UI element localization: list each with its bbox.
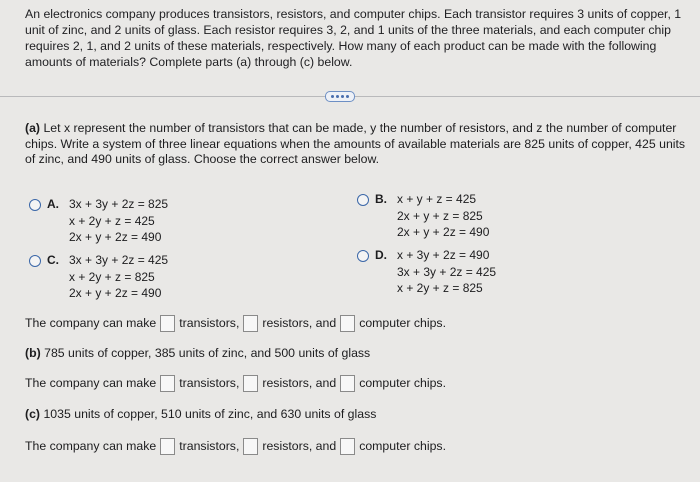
chips-label: computer chips. (359, 316, 446, 330)
problem-statement: An electronics company produces transistors, resistors, and computer chips. Each transistor requires 3 units of copper, 1 unit of zinc, and 2 units of glass. Each resistor requires 3, 2, and 1 units of the three materials, and each computer chip requires 2, 1, and 2 units of these materials, respectively. How many of each product can be made with the following amounts of materials? Complete parts (a) through (c) below. (25, 7, 682, 69)
equation: x + y + z = 425 (397, 192, 477, 206)
resistors-input[interactable] (243, 375, 258, 392)
answer-row-c (25, 436, 446, 456)
part-b-text: 785 units of copper, 385 units of zinc, and 500 units of glass (44, 346, 371, 360)
equation: x + 2y + z = 825 (397, 281, 483, 295)
option-d-radio[interactable] (357, 250, 369, 262)
resistors-input[interactable] (243, 438, 258, 455)
chips-label: computer chips. (359, 376, 446, 390)
answer-prefix: The company can make (25, 376, 157, 390)
transistors-label: transistors, (179, 316, 240, 330)
answer-prefix: The company can make (25, 316, 157, 330)
transistors-input[interactable] (160, 438, 175, 455)
equation: x + 3y + 2z = 490 (397, 248, 490, 262)
equation: 2x + y + 2z = 490 (397, 225, 490, 239)
chips-input[interactable] (340, 375, 355, 392)
dot-icon (346, 95, 349, 98)
chips-label: computer chips. (359, 439, 446, 453)
dot-icon (331, 95, 334, 98)
transistors-input[interactable] (160, 315, 175, 332)
transistors-input[interactable] (160, 375, 175, 392)
part-c-label: (c) (25, 407, 41, 421)
equation: x + 2y + z = 425 (69, 213, 155, 228)
part-a-text: Let x represent the number of transistors that can be made, y the number of resistors, and z the number of computer chips. Write a system of three linear equations when the amounts of available materials are 825 units of copper, 425 units of zinc, and 490 units of glass. Choose the correct answer below. (25, 121, 686, 166)
resistors-label: resistors, and (262, 316, 337, 330)
equation: 3x + 3y + 2z = 425 (69, 253, 169, 267)
part-b-label: (b) (25, 346, 41, 360)
equation: 3x + 3y + 2z = 825 (69, 197, 169, 211)
option-d-equations[interactable] (397, 247, 496, 297)
part-c-text: 1035 units of copper, 510 units of zinc, and 630 units of glass (43, 407, 377, 421)
dot-icon (341, 95, 344, 98)
part-a-label: (a) (25, 121, 41, 135)
option-b-radio[interactable] (357, 194, 369, 206)
option-c-radio[interactable] (29, 255, 41, 267)
resistors-label: resistors, and (262, 439, 337, 453)
equation: 3x + 3y + 2z = 425 (397, 264, 497, 279)
transistors-label: transistors, (179, 439, 240, 453)
option-c-letter: C. (47, 253, 59, 267)
equation: x + 2y + z = 825 (69, 269, 155, 284)
option-d-letter: D. (375, 248, 387, 262)
expand-more-button[interactable] (325, 91, 355, 102)
answer-row-a (25, 313, 446, 333)
option-a-radio[interactable] (29, 199, 41, 211)
dot-icon (336, 95, 339, 98)
equation: 2x + y + 2z = 490 (69, 286, 162, 300)
resistors-label: resistors, and (262, 376, 337, 390)
equation: 2x + y + z = 825 (397, 208, 483, 223)
option-a-letter: A. (47, 197, 59, 211)
option-c-equations[interactable] (69, 252, 168, 302)
option-b-equations[interactable] (397, 191, 489, 241)
option-a-equations[interactable] (69, 196, 168, 246)
transistors-label: transistors, (179, 376, 240, 390)
answer-prefix: The company can make (25, 439, 157, 453)
part-c-prompt (25, 407, 376, 421)
chips-input[interactable] (340, 315, 355, 332)
equation: 2x + y + 2z = 490 (69, 230, 162, 244)
part-b-prompt (25, 346, 370, 360)
resistors-input[interactable] (243, 315, 258, 332)
part-a-prompt (25, 121, 690, 168)
chips-input[interactable] (340, 438, 355, 455)
answer-row-b (25, 373, 446, 393)
option-b-letter: B. (375, 192, 387, 206)
